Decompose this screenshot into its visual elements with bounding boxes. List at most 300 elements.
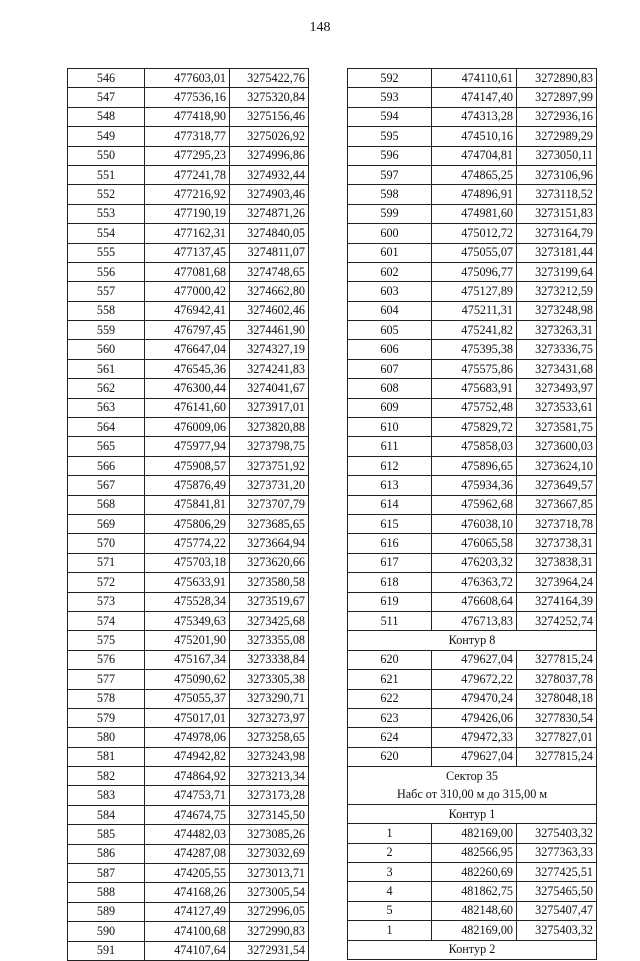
y-coordinate: 3273212,59 xyxy=(517,282,597,301)
table-row xyxy=(68,398,309,417)
x-coordinate: 476141,60 xyxy=(145,398,230,417)
x-coordinate: 475349,63 xyxy=(145,611,230,630)
y-coordinate: 3273581,75 xyxy=(517,418,597,437)
table-row xyxy=(68,224,309,243)
table-row xyxy=(348,107,597,126)
point-number: 594 xyxy=(348,107,432,126)
y-coordinate: 3275403,32 xyxy=(517,824,597,843)
point-number: 555 xyxy=(68,243,145,262)
x-coordinate: 477241,78 xyxy=(145,165,230,184)
y-coordinate: 3274252,74 xyxy=(517,611,597,630)
x-coordinate: 475829,72 xyxy=(432,418,517,437)
point-number: 585 xyxy=(68,825,145,844)
point-number: 4 xyxy=(348,882,432,901)
y-coordinate: 3278037,78 xyxy=(517,670,597,689)
table-row xyxy=(348,901,597,920)
point-number: 610 xyxy=(348,418,432,437)
x-coordinate: 474865,25 xyxy=(432,165,517,184)
x-coordinate: 474896,91 xyxy=(432,185,517,204)
point-number: 622 xyxy=(348,689,432,708)
point-number: 563 xyxy=(68,398,145,417)
y-coordinate: 3273181,44 xyxy=(517,243,597,262)
point-number: 577 xyxy=(68,670,145,689)
x-coordinate: 476009,06 xyxy=(145,418,230,437)
y-coordinate: 3273707,79 xyxy=(230,495,309,514)
y-coordinate: 3273199,64 xyxy=(517,262,597,281)
point-number: 548 xyxy=(68,107,145,126)
point-number: 2 xyxy=(348,843,432,862)
point-number: 609 xyxy=(348,398,432,417)
section-header-row xyxy=(348,785,597,804)
x-coordinate: 475977,94 xyxy=(145,437,230,456)
point-number: 580 xyxy=(68,728,145,747)
point-number: 614 xyxy=(348,495,432,514)
y-coordinate: 3273838,31 xyxy=(517,553,597,572)
table-row xyxy=(348,243,597,262)
y-coordinate: 3273173,28 xyxy=(230,786,309,805)
table-row xyxy=(348,843,597,862)
coordinates-table-right xyxy=(347,68,597,960)
section-header: Контур 1 xyxy=(348,804,597,823)
point-number: 601 xyxy=(348,243,432,262)
point-number: 608 xyxy=(348,379,432,398)
x-coordinate: 475683,91 xyxy=(432,379,517,398)
table-row xyxy=(348,224,597,243)
point-number: 562 xyxy=(68,379,145,398)
point-number: 558 xyxy=(68,301,145,320)
table-row xyxy=(68,359,309,378)
x-coordinate: 474287,08 xyxy=(145,844,230,863)
point-number: 556 xyxy=(68,262,145,281)
table-row xyxy=(348,670,597,689)
table-row xyxy=(68,456,309,475)
table-row xyxy=(68,418,309,437)
table-row xyxy=(348,747,597,766)
point-number: 564 xyxy=(68,418,145,437)
table-row xyxy=(348,204,597,223)
x-coordinate: 475096,77 xyxy=(432,262,517,281)
y-coordinate: 3273106,96 xyxy=(517,165,597,184)
table-row xyxy=(348,321,597,340)
point-number: 554 xyxy=(68,224,145,243)
x-coordinate: 476608,64 xyxy=(432,592,517,611)
table-row xyxy=(348,534,597,553)
x-coordinate: 475201,90 xyxy=(145,631,230,650)
table-row xyxy=(68,728,309,747)
table-row xyxy=(348,921,597,940)
x-coordinate: 477216,92 xyxy=(145,185,230,204)
y-coordinate: 3273145,50 xyxy=(230,805,309,824)
x-coordinate: 475090,62 xyxy=(145,670,230,689)
point-number: 619 xyxy=(348,592,432,611)
y-coordinate: 3273336,75 xyxy=(517,340,597,359)
y-coordinate: 3272989,29 xyxy=(517,127,597,146)
x-coordinate: 474704,81 xyxy=(432,146,517,165)
y-coordinate: 3273664,94 xyxy=(230,534,309,553)
x-coordinate: 479627,04 xyxy=(432,747,517,766)
table-row xyxy=(348,379,597,398)
table-row xyxy=(68,825,309,844)
y-coordinate: 3278048,18 xyxy=(517,689,597,708)
x-coordinate: 474510,16 xyxy=(432,127,517,146)
point-number: 568 xyxy=(68,495,145,514)
table-row xyxy=(348,882,597,901)
table-row xyxy=(348,824,597,843)
y-coordinate: 3277830,54 xyxy=(517,708,597,727)
y-coordinate: 3273338,84 xyxy=(230,650,309,669)
point-number: 566 xyxy=(68,456,145,475)
y-coordinate: 3273273,97 xyxy=(230,708,309,727)
y-coordinate: 3273355,08 xyxy=(230,631,309,650)
y-coordinate: 3274164,39 xyxy=(517,592,597,611)
table-row xyxy=(348,359,597,378)
point-number: 592 xyxy=(348,69,432,88)
table-row xyxy=(68,262,309,281)
table-row xyxy=(68,88,309,107)
table-row xyxy=(348,262,597,281)
table-row xyxy=(348,282,597,301)
y-coordinate: 3273164,79 xyxy=(517,224,597,243)
x-coordinate: 482148,60 xyxy=(432,901,517,920)
x-coordinate: 477318,77 xyxy=(145,127,230,146)
point-number: 616 xyxy=(348,534,432,553)
x-coordinate: 482169,00 xyxy=(432,921,517,940)
table-row xyxy=(68,301,309,320)
x-coordinate: 476203,32 xyxy=(432,553,517,572)
x-coordinate: 476363,72 xyxy=(432,573,517,592)
point-number: 551 xyxy=(68,165,145,184)
y-coordinate: 3273425,68 xyxy=(230,611,309,630)
table-row xyxy=(68,902,309,921)
point-number: 567 xyxy=(68,476,145,495)
table-row xyxy=(348,418,597,437)
table-row xyxy=(68,767,309,786)
x-coordinate: 475896,65 xyxy=(432,456,517,475)
table-row xyxy=(348,398,597,417)
table-row xyxy=(348,301,597,320)
point-number: 582 xyxy=(68,767,145,786)
y-coordinate: 3273718,78 xyxy=(517,514,597,533)
y-coordinate: 3273964,24 xyxy=(517,573,597,592)
point-number: 581 xyxy=(68,747,145,766)
x-coordinate: 477190,19 xyxy=(145,204,230,223)
x-coordinate: 475841,81 xyxy=(145,495,230,514)
table-row xyxy=(348,553,597,572)
point-number: 617 xyxy=(348,553,432,572)
page-number: 148 xyxy=(309,20,331,35)
table-row xyxy=(68,495,309,514)
point-number: 565 xyxy=(68,437,145,456)
y-coordinate: 3274461,90 xyxy=(230,321,309,340)
point-number: 561 xyxy=(68,359,145,378)
y-coordinate: 3273649,57 xyxy=(517,476,597,495)
table-row xyxy=(68,553,309,572)
x-coordinate: 476300,44 xyxy=(145,379,230,398)
table-row xyxy=(348,127,597,146)
x-coordinate: 475167,34 xyxy=(145,650,230,669)
x-coordinate: 475876,49 xyxy=(145,476,230,495)
section-header-row xyxy=(348,631,597,650)
table-row xyxy=(68,204,309,223)
section-header-row xyxy=(348,940,597,959)
x-coordinate: 474981,60 xyxy=(432,204,517,223)
y-coordinate: 3273305,38 xyxy=(230,670,309,689)
x-coordinate: 477418,90 xyxy=(145,107,230,126)
point-number: 620 xyxy=(348,650,432,669)
x-coordinate: 474127,49 xyxy=(145,902,230,921)
point-number: 597 xyxy=(348,165,432,184)
x-coordinate: 479627,04 xyxy=(432,650,517,669)
y-coordinate: 3274932,44 xyxy=(230,165,309,184)
x-coordinate: 476065,58 xyxy=(432,534,517,553)
table-row xyxy=(348,185,597,204)
table-row xyxy=(348,728,597,747)
y-coordinate: 3275465,50 xyxy=(517,882,597,901)
x-coordinate: 474482,03 xyxy=(145,825,230,844)
table-row xyxy=(348,456,597,475)
y-coordinate: 3273667,85 xyxy=(517,495,597,514)
y-coordinate: 3273917,01 xyxy=(230,398,309,417)
x-coordinate: 474674,75 xyxy=(145,805,230,824)
point-number: 570 xyxy=(68,534,145,553)
y-coordinate: 3274871,26 xyxy=(230,204,309,223)
y-coordinate: 3274996,86 xyxy=(230,146,309,165)
table-row xyxy=(68,611,309,630)
y-coordinate: 3272897,99 xyxy=(517,88,597,107)
point-number: 584 xyxy=(68,805,145,824)
x-coordinate: 475012,72 xyxy=(432,224,517,243)
point-number: 559 xyxy=(68,321,145,340)
table-row xyxy=(68,922,309,941)
section-header: Контур 2 xyxy=(348,940,597,959)
table-row xyxy=(68,573,309,592)
y-coordinate: 3277827,01 xyxy=(517,728,597,747)
y-coordinate: 3274041,67 xyxy=(230,379,309,398)
y-coordinate: 3272931,54 xyxy=(230,941,309,960)
point-number: 605 xyxy=(348,321,432,340)
x-coordinate: 477603,01 xyxy=(145,69,230,88)
point-number: 586 xyxy=(68,844,145,863)
table-row xyxy=(68,185,309,204)
table-row xyxy=(68,282,309,301)
table-row xyxy=(348,165,597,184)
point-number: 590 xyxy=(68,922,145,941)
table-row xyxy=(68,514,309,533)
y-coordinate: 3273118,52 xyxy=(517,185,597,204)
table-row xyxy=(348,650,597,669)
y-coordinate: 3273085,26 xyxy=(230,825,309,844)
y-coordinate: 3272996,05 xyxy=(230,902,309,921)
point-number: 602 xyxy=(348,262,432,281)
x-coordinate: 477000,42 xyxy=(145,282,230,301)
y-coordinate: 3273248,98 xyxy=(517,301,597,320)
point-number: 599 xyxy=(348,204,432,223)
table-row xyxy=(68,243,309,262)
point-number: 595 xyxy=(348,127,432,146)
y-coordinate: 3273050,11 xyxy=(517,146,597,165)
table-row xyxy=(68,883,309,902)
y-coordinate: 3274241,83 xyxy=(230,359,309,378)
x-coordinate: 474110,61 xyxy=(432,69,517,88)
y-coordinate: 3274811,07 xyxy=(230,243,309,262)
table-row xyxy=(68,844,309,863)
y-coordinate: 3277815,24 xyxy=(517,650,597,669)
section-header: Набс от 310,00 м до 315,00 м xyxy=(348,785,597,804)
table-row xyxy=(68,786,309,805)
point-number: 546 xyxy=(68,69,145,88)
x-coordinate: 477137,45 xyxy=(145,243,230,262)
section-header: Контур 8 xyxy=(348,631,597,650)
y-coordinate: 3273032,69 xyxy=(230,844,309,863)
x-coordinate: 475934,36 xyxy=(432,476,517,495)
y-coordinate: 3275156,46 xyxy=(230,107,309,126)
y-coordinate: 3273290,71 xyxy=(230,689,309,708)
x-coordinate: 475055,37 xyxy=(145,689,230,708)
y-coordinate: 3275407,47 xyxy=(517,901,597,920)
x-coordinate: 482566,95 xyxy=(432,843,517,862)
point-number: 560 xyxy=(68,340,145,359)
point-number: 549 xyxy=(68,127,145,146)
x-coordinate: 475908,57 xyxy=(145,456,230,475)
x-coordinate: 477162,31 xyxy=(145,224,230,243)
x-coordinate: 474168,26 xyxy=(145,883,230,902)
x-coordinate: 479426,06 xyxy=(432,708,517,727)
y-coordinate: 3277425,51 xyxy=(517,863,597,882)
point-number: 574 xyxy=(68,611,145,630)
y-coordinate: 3273005,54 xyxy=(230,883,309,902)
y-coordinate: 3273620,66 xyxy=(230,553,309,572)
point-number: 613 xyxy=(348,476,432,495)
table-row xyxy=(348,708,597,727)
point-number: 618 xyxy=(348,573,432,592)
y-coordinate: 3275026,92 xyxy=(230,127,309,146)
point-number: 589 xyxy=(68,902,145,921)
point-number: 621 xyxy=(348,670,432,689)
y-coordinate: 3274602,46 xyxy=(230,301,309,320)
x-coordinate: 476713,83 xyxy=(432,611,517,630)
y-coordinate: 3273738,31 xyxy=(517,534,597,553)
point-number: 5 xyxy=(348,901,432,920)
x-coordinate: 474313,28 xyxy=(432,107,517,126)
table-row xyxy=(348,437,597,456)
table-row xyxy=(68,437,309,456)
point-number: 557 xyxy=(68,282,145,301)
point-number: 573 xyxy=(68,592,145,611)
table-row xyxy=(348,340,597,359)
x-coordinate: 479470,24 xyxy=(432,689,517,708)
point-number: 583 xyxy=(68,786,145,805)
point-number: 572 xyxy=(68,573,145,592)
x-coordinate: 482260,69 xyxy=(432,863,517,882)
table-row xyxy=(68,747,309,766)
table-row xyxy=(68,69,309,88)
x-coordinate: 475211,31 xyxy=(432,301,517,320)
x-coordinate: 474100,68 xyxy=(145,922,230,941)
y-coordinate: 3275320,84 xyxy=(230,88,309,107)
point-number: 3 xyxy=(348,863,432,882)
y-coordinate: 3272936,16 xyxy=(517,107,597,126)
x-coordinate: 479672,22 xyxy=(432,670,517,689)
point-number: 571 xyxy=(68,553,145,572)
table-row xyxy=(68,631,309,650)
point-number: 600 xyxy=(348,224,432,243)
x-coordinate: 475858,03 xyxy=(432,437,517,456)
point-number: 606 xyxy=(348,340,432,359)
x-coordinate: 481862,75 xyxy=(432,882,517,901)
x-coordinate: 474147,40 xyxy=(432,88,517,107)
x-coordinate: 475806,29 xyxy=(145,514,230,533)
table-row xyxy=(348,573,597,592)
x-coordinate: 475395,38 xyxy=(432,340,517,359)
y-coordinate: 3274748,65 xyxy=(230,262,309,281)
point-number: 615 xyxy=(348,514,432,533)
point-number: 623 xyxy=(348,708,432,727)
table-row xyxy=(348,689,597,708)
table-row xyxy=(68,534,309,553)
x-coordinate: 474107,64 xyxy=(145,941,230,960)
table-row xyxy=(68,592,309,611)
y-coordinate: 3274327,19 xyxy=(230,340,309,359)
x-coordinate: 475241,82 xyxy=(432,321,517,340)
x-coordinate: 476647,04 xyxy=(145,340,230,359)
table-row xyxy=(68,107,309,126)
point-number: 607 xyxy=(348,359,432,378)
point-number: 596 xyxy=(348,146,432,165)
y-coordinate: 3274840,05 xyxy=(230,224,309,243)
x-coordinate: 475962,68 xyxy=(432,495,517,514)
y-coordinate: 3273263,31 xyxy=(517,321,597,340)
table-row xyxy=(68,379,309,398)
y-coordinate: 3273751,92 xyxy=(230,456,309,475)
x-coordinate: 477295,23 xyxy=(145,146,230,165)
point-number: 576 xyxy=(68,650,145,669)
y-coordinate: 3273798,75 xyxy=(230,437,309,456)
y-coordinate: 3274662,80 xyxy=(230,282,309,301)
table-row xyxy=(68,340,309,359)
point-number: 1 xyxy=(348,921,432,940)
x-coordinate: 479472,33 xyxy=(432,728,517,747)
point-number: 550 xyxy=(68,146,145,165)
x-coordinate: 475752,48 xyxy=(432,398,517,417)
table-row xyxy=(348,69,597,88)
x-coordinate: 475055,07 xyxy=(432,243,517,262)
y-coordinate: 3273213,34 xyxy=(230,767,309,786)
x-coordinate: 474753,71 xyxy=(145,786,230,805)
point-number: 603 xyxy=(348,282,432,301)
point-number: 591 xyxy=(68,941,145,960)
point-number: 1 xyxy=(348,824,432,843)
y-coordinate: 3277815,24 xyxy=(517,747,597,766)
x-coordinate: 475528,34 xyxy=(145,592,230,611)
y-coordinate: 3273258,65 xyxy=(230,728,309,747)
table-row xyxy=(68,127,309,146)
x-coordinate: 475575,86 xyxy=(432,359,517,378)
y-coordinate: 3273431,68 xyxy=(517,359,597,378)
table-row xyxy=(68,670,309,689)
point-number: 604 xyxy=(348,301,432,320)
x-coordinate: 474942,82 xyxy=(145,747,230,766)
table-row xyxy=(68,650,309,669)
table-row xyxy=(68,321,309,340)
y-coordinate: 3274903,46 xyxy=(230,185,309,204)
y-coordinate: 3273243,98 xyxy=(230,747,309,766)
y-coordinate: 3275403,32 xyxy=(517,921,597,940)
x-coordinate: 474205,55 xyxy=(145,864,230,883)
point-number: 587 xyxy=(68,864,145,883)
point-number: 547 xyxy=(68,88,145,107)
table-row xyxy=(348,146,597,165)
x-coordinate: 475633,91 xyxy=(145,573,230,592)
